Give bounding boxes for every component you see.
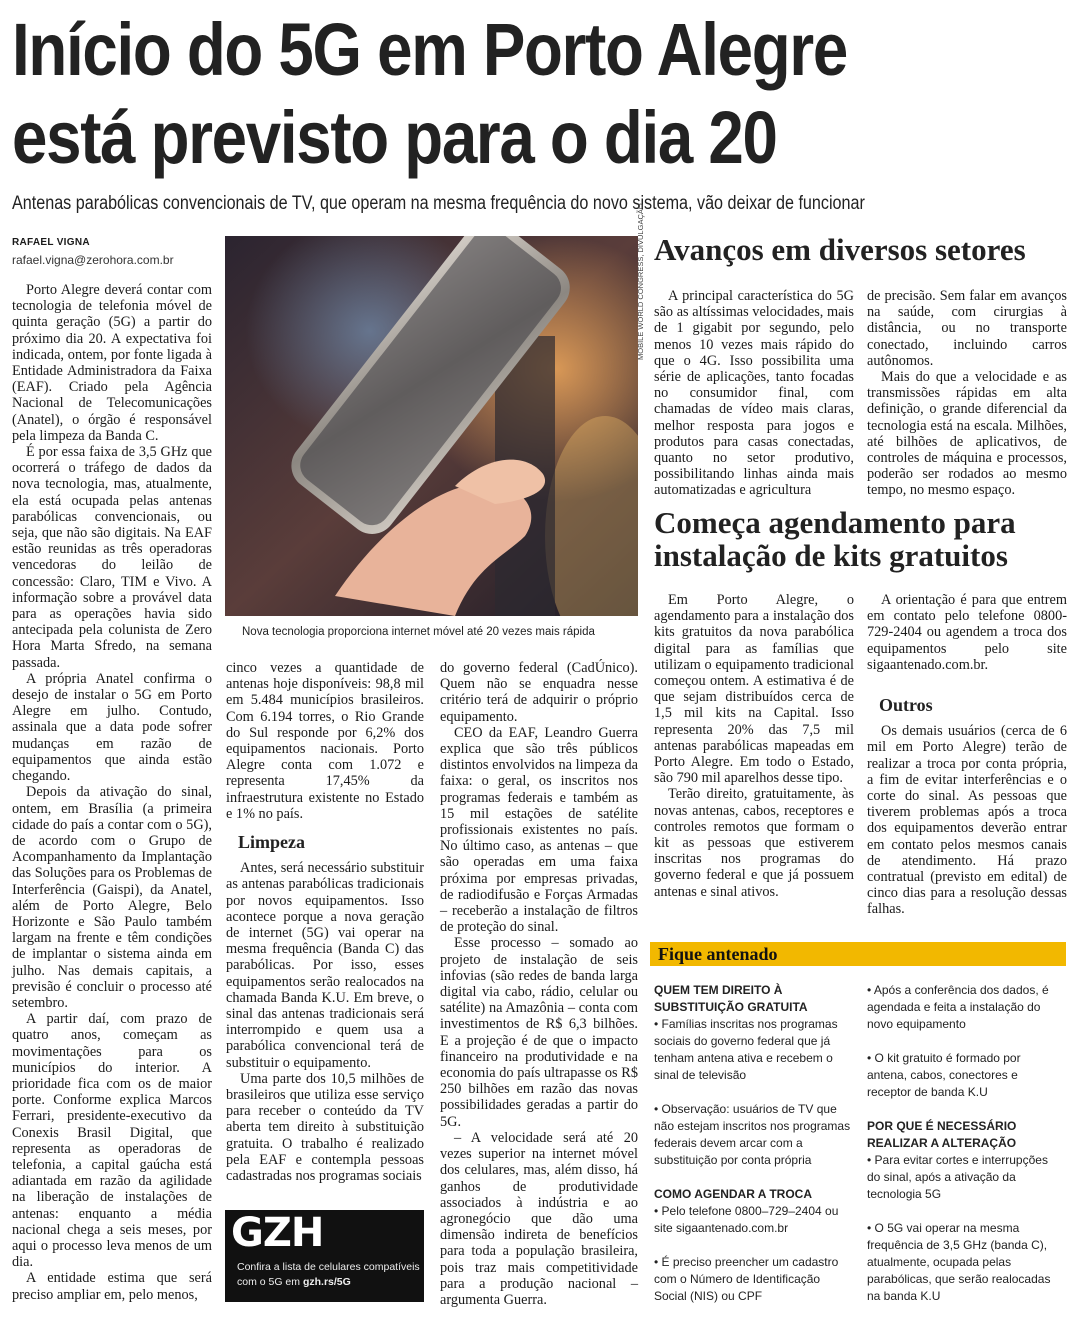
section-title-avancos: Avanços em diversos setores bbox=[654, 232, 1026, 267]
paragraph: A própria Anatel confirma o desejo de instalar o 5G em Porto Alegre em julho. Contudo, assinala que a data pode sofrer mudanças em razão de equipamentos que ainda estão chegando. bbox=[12, 670, 212, 785]
box-item: • O 5G vai operar na mesma frequência de 3,5 GHz (banda C), atualmente, ocupada pelas parabólicas, que serão realocadas na banda K.U bbox=[867, 1221, 1051, 1303]
paragraph: Uma parte dos 10,5 milhões de brasileiros que utiliza esse serviço para receber o conteúdo da TV aberta tem direito à substituição gratuita. O trabalho é realizado pela EAF e contempla pessoas cadastradas nos programas sociais bbox=[226, 1070, 424, 1185]
gzh-promo-text bbox=[237, 1260, 422, 1290]
paragraph: Mais do que a velocidade e as transmissões rápidas em alta definição, o grande diferencial da tecnologia está na escala. Milhões, até bilhões de aplicativos, de controles de máquina e processos, poderão ser rodados ao mesmo tempo, no mesmo espaço. bbox=[867, 369, 1067, 499]
section-title-agendamento bbox=[654, 507, 1016, 572]
avancos-column-right bbox=[867, 288, 1067, 499]
agendamento-column-left bbox=[654, 592, 854, 900]
box-item: • Observação: usuários de TV que não estejam inscritos nos programas federais devem arcar com a substituição por conta própria bbox=[654, 1102, 851, 1167]
box-item: • Famílias inscritas nos programas sociais do governo federal que já tenham antena ativa e recebem o sinal de televisão bbox=[654, 1017, 838, 1082]
box-item: • Após a conferência dos dados, é agendada e feita a instalação do novo equipamento bbox=[867, 983, 1049, 1031]
section-subtitle-limpeza: Limpeza bbox=[238, 832, 305, 853]
article-column-1 bbox=[12, 282, 212, 1303]
article-column-2 bbox=[226, 660, 424, 1184]
paragraph: A partir daí, com prazo de quatro anos, começam as movimentações para os municípios do interior. A prioridade fica com os de maior porte. Conforme explica Marcos Ferrari, presidente-executivo da Conexis Brasil Digital, que representa as operadoras de telefonia, a capital gaúcha está adiantada em razão da agilidade na liberação de instalações de antenas: enquanto a média nacional chega a seis meses, por aqui o processo leva menos de um dia. bbox=[12, 1011, 212, 1271]
paragraph: Antes, será necessário substituir as antenas parabólicas tradicionais por novos equipamentos. Isso acontece porque a nova geração de internet (5G) vai operar na mesma frequência (Banda C) das parabólicas. Por isso, esses equipamentos serão realocados na chamada Banda K.U. Em breve, o sinal das antenas tradicionais será interrompido e quem usa a parabólica convencional terá de substituir o equipamento. bbox=[226, 860, 424, 1071]
box-item: • Para evitar cortes e interrupções do sinal, após a ativação da tecnologia 5G bbox=[867, 1153, 1048, 1201]
byline-email[interactable]: rafael.vigna@zerohora.com.br bbox=[12, 253, 174, 267]
box-item: • O kit gratuito é formado por antena, cabos, conectores e receptor de banda K.U bbox=[867, 1051, 1021, 1099]
box-item: • Pelo telefone 0800–729–2404 ou site sigaantenado.com.br bbox=[654, 1204, 839, 1235]
box-question-heading: POR QUE É NECESSÁRIO REALIZAR A ALTERAÇÃO bbox=[867, 1119, 1017, 1150]
paragraph: Em Porto Alegre, o agendamento para a instalação dos kits gratuitos da nova parabólica digital para as famílias que utilizam o equipamento tradicional começou ontem. A estimativa é de que sejam distribuídos cerca de 1,5 mil kits na Capital. Isso representa 20% das 7,5 mil antenas parabólicas mapeadas em Porto Alegre. Em todo o Estado, são 790 mil aparelhos desse tipo. bbox=[654, 592, 854, 787]
subheadline: Antenas parabólicas convencionais de TV, que operam na mesma frequência do novo sistema, vão deixar de funcionar bbox=[12, 193, 865, 214]
box-item: • É preciso preencher um cadastro com o Número de Identificação Social (NIS) ou CPF bbox=[654, 1255, 839, 1303]
article-photo bbox=[225, 236, 638, 616]
paragraph: Depois da ativação do sinal, ontem, em Brasília (a primeira cidade do país a contar com o 5G), de acordo com o Grupo de Acompanhamento da Implantação das Soluções para os Problemas de Interferência (Gaispi), da Anatel, além de Porto Alegre, Belo Horizonte e São Paulo também largam na frente e têm condições de implantar o sistema ainda em julho. Nas demais capitais, a previsão é concluir o processo até setembro. bbox=[12, 784, 212, 1011]
box-question-heading: QUEM TEM DIREITO À SUBSTITUIÇÃO GRATUITA bbox=[654, 983, 808, 1014]
promo-text: Confira a lista de celulares compatíveis com o 5G em bbox=[237, 1261, 420, 1288]
paragraph: Terão direito, gratuitamente, às novas antenas, cabos, receptores e controles remotos que formam o kit as pessoas que estiverem inscritas nos programas do governo federal e que já possuem antenas e sinal ativos. bbox=[654, 786, 854, 900]
paragraph: cinco vezes a quantidade de antenas hoje disponíveis: 98,8 mil em 5.484 municípios brasileiros. Com 6.194 torres, o Rio Grande do Sul responde por 6,2% dos equipamentos nacionais. Porto Alegre conta com 1.072 e representa 17,45% da infraestrutura existente no Estado e 1% no país. bbox=[226, 660, 424, 822]
headline-line-2: está previsto para o dia 20 bbox=[12, 96, 777, 179]
photo-caption: Nova tecnologia proporciona internet móvel até 20 vezes mais rápida bbox=[242, 626, 595, 638]
headline bbox=[12, 6, 924, 182]
paragraph: Os demais usuários (cerca de 6 mil em Porto Alegre) terão de realizar a troca por conta própria, a fim de evitar interferências e o corte do sinal. As pessoas que tiverem problemas após a troca dos equipamentos deverão entrar em contato pelos mesmos canais de atendimento. Há prazo contratual (previsto em edital) de cinco dias para a resolução dessas falhas. bbox=[867, 723, 1067, 918]
fique-antenado-column-right bbox=[867, 982, 1062, 1305]
section-subtitle-outros: Outros bbox=[879, 695, 933, 716]
paragraph: A orientação é para que entrem em contato pelo telefone 0800-729-2404 ou agendem a troca dos equipamentos pelo site sigaantenado.com.br. bbox=[867, 592, 1067, 673]
fique-antenado-title: Fique antenado bbox=[658, 944, 778, 964]
paragraph: de precisão. Sem falar em avanços na saúde, com cirurgias à distância, ou no transporte conectado, incluindo carros autônomos. bbox=[867, 288, 1067, 369]
fique-antenado-header bbox=[650, 942, 1066, 966]
paragraph: A principal característica do 5G são as altíssimas velocidades, mais de 1 gigabit por segundo, pelo menos 10 vezes mais rápido do que o 4G. Isso possibilita uma série de aplicações, tanto focadas no consumidor final, com chamadas de vídeo mais claras, melhor resposta para jogos e produtos para casas conectadas, quanto no setor produtivo, possibilitando linhas ainda mais automatizadas e agricultura bbox=[654, 288, 854, 499]
photo-credit: MOBILE WORLD CONGRESS, DIVULGAÇÃO bbox=[636, 203, 645, 360]
box-question-heading: COMO AGENDAR A TROCA bbox=[654, 1187, 812, 1201]
promo-link[interactable]: gzh.rs/5G bbox=[302, 1276, 351, 1288]
article-column-3 bbox=[440, 660, 638, 1308]
paragraph: Porto Alegre deverá contar com tecnologia de telefonia móvel de quinta geração (5G) a partir do próximo dia 20. A expectativa foi indicada, ontem, por fonte ligada à Entidade Administradora da Faixa (EAF). Criado pela Agência Nacional de Telecomunicações (Anatel), o órgão é responsável pela limpeza da Banda C. bbox=[12, 282, 212, 444]
avancos-column-left bbox=[654, 288, 854, 499]
agendamento-column-right bbox=[867, 592, 1067, 918]
paragraph: do governo federal (CadÚnico). Quem não se enquadra nesse critério terá de adquirir o próprio equipamento. bbox=[440, 660, 638, 725]
agendamento-title-line-2: instalação de kits gratuitos bbox=[654, 537, 1008, 573]
byline-author: RAFAEL VIGNA bbox=[12, 237, 90, 248]
paragraph: Esse processo – somado ao projeto de instalação de seis infovias (são redes de banda larga digital via cabo, rádio, celular ou satélite) na Amazônia – conta com investimentos de R$ 6,3 bilhões. E a projeção é de que o impacto financeiro na produtividade e na economia do país ultrapasse os R$ 250 bilhões em razão das novas possibilidades geradas a partir do 5G. bbox=[440, 935, 638, 1130]
hand-holding-phone-image bbox=[225, 236, 638, 616]
gzh-logo: GZH bbox=[231, 1210, 324, 1256]
paragraph: – A velocidade será até 20 vezes superior na internet móvel dos celulares, mas, além disso, há ganhos de produtividade associados à indústria e ao agronegócio que dão uma dimensão indireta de benefícios para toda a população brasileira, pois traz mais competitividade para a produção nacional – argumenta Guerra. bbox=[440, 1129, 638, 1308]
gzh-promo-box[interactable] bbox=[225, 1210, 424, 1302]
paragraph: A entidade estima que será preciso ampliar em, pelo menos, bbox=[12, 1270, 212, 1303]
paragraph: É por essa faixa de 3,5 GHz que ocorrerá o tráfego de dados da nova tecnologia, mas, atualmente, ela está ocupada pelas antenas parabólicas convencionais, ou seja, que não são digitais. Na EAF estão reunidas as três operadoras vencedoras do leilão de concessão: Claro, TIM e Vivo. A informação sobre a provável data para as operações havia sido antecipada pela colunista de Zero Hora Marta Sfredo, na semana passada. bbox=[12, 444, 212, 671]
paragraph: CEO da EAF, Leandro Guerra explica que são três públicos distintos envolvidos na limpeza da faixa: o geral, os inscritos nos programas federais e também as 15 mil estações de satélite profissionais existentes no país. No último caso, as antenas – que são operadas em uma faixa próxima por empresas privadas, de radiodifusão e Forças Armadas – receberão a instalação de filtros de proteção do sinal. bbox=[440, 724, 638, 936]
agendamento-title-line-1: Começa agendamento para bbox=[654, 505, 1016, 540]
fique-antenado-column-left bbox=[654, 982, 854, 1305]
headline-line-1: Início do 5G em Porto Alegre bbox=[12, 8, 847, 91]
